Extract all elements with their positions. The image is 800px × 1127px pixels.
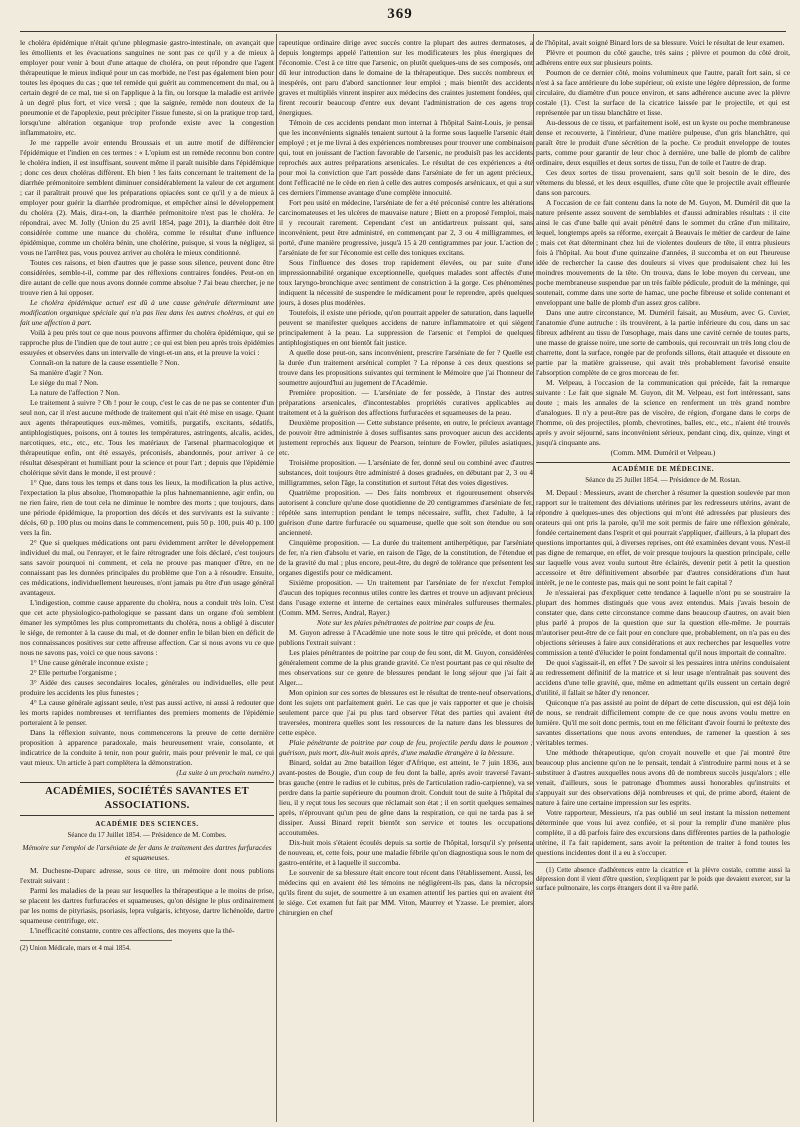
paragraph: Témoin de ces accidents pendant mon internat à l'hôpital Saint-Louis, je pensai que les inconvénients signalés tenaient surtout à la forme sous laquelle l'arsenic était employé ; et je me livrai à des expériences nombreuses pour trouver une combinaison qui, tout en jouissant de l'action favorable de l'arsenic, ne produisît pas les accidents reprochés aux autres préparations arsenicales. Le résultat de ces expériences a été pour moi la conviction que l'art possède dans l'arséniate de fer un agent précieux, dont l'efficacité ne le cède en rien à celle des autres composés arsénicaux, et qui a sur ces derniers l'immense avantage d'une complète innocuité. xyxy=(279,118,533,197)
section-title: ACADÉMIES, SOCIÉTÉS SAVANTES ET ASSOCIATIONS. xyxy=(45,786,249,811)
section-rule xyxy=(536,462,790,463)
list-item: 2° Elle perturbe l'organisme ; xyxy=(30,668,117,677)
paragraph: Parmi les maladies de la peau sur lesquelles la thérapeutique a le moins de prise, se placent les dartres furfuracées et squameuses, qu'on désigne le plus ordinairement par les noms de pityriasis, psoriasis, lepra vulgaris, ichtyose, dartre lichénoïde, dartre squameuse centrifuge, etc. xyxy=(20,886,274,925)
continuation-note: (La suite à un prochain numéro.) xyxy=(176,768,274,777)
proposition: Quatrième proposition. — Des faits nombreux et rigoureusement observés autorisent à conclure qu'une dose quotidienne de 20 centigrammes d'arséniate de fer, répétée sans interruption pendant le temps nécessaire, suffit, chez l'adulte, à la guérison d'une dartre furfuracée ou squameuse, quelle que soit son étendue ou son ancienneté. xyxy=(279,488,533,537)
footnote-rule xyxy=(20,940,172,941)
case-title: Plaie pénétrante de poitrine par coup de feu, projectile perdu dans le poumon ; guérison, puis mort, dix-huit mois après, d'une maladie étrangère à la blessure. xyxy=(279,738,533,757)
list-item: 1° Une cause générale inconnue existe ; xyxy=(30,658,148,667)
paragraph: Mon opinion sur ces sortes de blessures est le résultat de trente-neuf observations, dont les sujets ont parfaitement guéri. Le cas que je vais rapporter et que je choisis seulement parce que j'ai pu plus tard observer l'état des parties qui avaient été traversées, montrera quelles sont les ressources de la nature dans les blessures de cette espèce. xyxy=(279,688,533,737)
paragraph: De quoi s'agissait-il, en effet ? De savoir si les pessaires intra utérins conduisaient au redressement définitif de la matrice et si leur usage n'entraînait pas souvent des accidens d'une telle gravité, que, même en admettant qu'ils eussent un certain degré d'utilité, il fallait se hâter d'y renoncer. xyxy=(536,658,790,697)
paragraph: L'indigestion, comme cause apparente du choléra, nous a conduit très loin. C'est que cet acte physiologico-pathologique se passant dans un organe d'où semblent émaner les symptômes les plus compromettants du choléra, nous a obligé à discuter le siége, de remonter à la cause du mal, et de donner enfin le bilan bien en déficit de nos connaissances positives sur cette affreuse affection. Car si nous avons vu ce que nous ne savons pas, voici ce que nous savons : xyxy=(20,598,274,657)
paragraph: M. Depaul : Messieurs, avant de chercher à résumer la question soulevée par mon rapport sur le traitement des déviations utérines par les redresseurs utérins, avant de répondre à quelques-unes des objections qui m'ont été adressées par plusieurs des orateurs qui ont pris la parole, qu'il me soit permis de faire une réflexion générale, fondée certainement dans l'esprit et qui pourrait s'appliquer, d'ailleurs, à la plupart des questions importantes qui, à diverses reprises, ont été examinées devant vous. N'est-il pas digne de remarque, en effet, de voir presque toujours la question principale, celle sur laquelle vous avez voulu surtout être éclairés, devenir petit à petit la question accessoire et être définitivement absorbée par d'autres considérations d'un haut intérêt, je ne le conteste pas, mais qui ne sont point le fait capital ? xyxy=(536,488,790,587)
paragraph: M. Velpeau, à l'occasion de la communication qui précède, fait la remarque suivante : Le fait que signale M. Guyon, dit M. Velpeau, est fort intéressant, sans doute ; mais les annales de la science en renferment un très grand nombre d'analogues. Il n'y a peut-être pas de viscère, de région, d'organe dans le corps de l'homme, où des projectiles, plomb, chevrotines, balles, etc., etc., n'aient été trouvés après y avoir séjourné, sans inconvénient sérieux, pendant cinq, dix, quinze, vingt et jusqu'à cinquante ans. xyxy=(536,378,790,447)
note-title: Note sur les plaies pénétrantes de poitrine par coups de feu. xyxy=(317,618,495,627)
session-line: Séance du 25 Juillet 1854. — Présidence de M. Rostan. xyxy=(585,476,741,484)
paragraph: A l'occasion de ce fait contenu dans la note de M. Guyon, M. Duméril dit que la nature présente assez souvent de semblables et d'aussi admirables résultats : il cite ainsi le cas d'une balle qui avait pénétré dans le sommet du crâne d'un militaire, lequel, longtemps après sa réforme, exerçait à Beauvais le métier de cardeur de laine ; mais cet état déterminant chez lui de violentes douleurs de tête, il entra plusieurs fois à l'hôpital. Au bout d'une quinzaine d'années, il succomba et on eut l'heureuse idée de rechercher la cause des douleurs si vives que produisaient chez lui les moindres mouvements de la tête. On trouva, dans le lobe moyen du cerveau, une poche membraneuse suspendue par un très faible pédicule, produit de la méninge, qui soutenait, comme dans une sorte de hamac, une poche fibreuse et solide contenant et enveloppant une balle de plomb d'un assez gros calibre. xyxy=(536,198,790,307)
paragraph: L'inefficacité constante, contre ces affections, des moyens que la thé- xyxy=(30,926,235,935)
paragraph: M. Duchesne-Duparc adresse, sous ce titre, un mémoire dont nous publions l'extrait suivant : xyxy=(20,866,274,885)
paragraph: Toutes ces raisons, et bien d'autres que je passe sous silence, peuvent donc être considérées, semble-t-il, comme par des réflexions contraires fondées. Peut-on en dire autant de celle que nous avons donnée comme absolue ? J'ai beau chercher, je ne trouve rien à lui opposer. xyxy=(20,258,274,297)
section-rule xyxy=(20,815,274,816)
commission-line: (Comm. MM. Duméril et Velpeau.) xyxy=(610,448,716,457)
section-rule xyxy=(20,782,274,783)
paragraph: A quelle dose peut-on, sans inconvénient, prescrire l'arséniate de fer ? Quelle est la durée d'un traitement arsénical complet ? La réponse à ces deux questions se trouve dans les propositions suivantes qui terminent le Mémoire que j'ai l'honneur de soumettre aujourd'hui au jugement de l'Académie. xyxy=(279,348,533,387)
paragraph: Quiconque n'a pas assisté au point de départ de cette discussion, qui est déjà loin de nous, se rendrait difficilement compte de ce que nous avons voulu mettre en lumière. Qu'il me soit donc permis, tout en me félicitant d'avoir fourni le prétexte des savantes dissertations que nous avons entendues, de ramener la question à ses véritables termes. xyxy=(536,698,790,747)
paragraph: Connaît-on la nature de la cause essentielle ? Non. xyxy=(30,358,180,367)
proposition: Cinquième proposition. — La durée du traitement antiherpétique, par l'arséniate de fer, n'a rien d'absolu et varie, en raison de l'âge, de la constitution, de l'étendue et de la gravité du mal ; plus encore, peut-être, du degré de tolérance que présentent les organes digestifs pour ce médicament. xyxy=(279,538,533,577)
paragraph: Poumon de ce dernier côté, moins volumineux que l'autre, paraît fort sain, si ce n'est à sa face antérieure du lobe supérieur, où existe une légère dépression, de forme circulaire, du diamètre d'un pouce environ, et sans adhérence aucune avec la plèvre costale (1). C'est la surface de la cicatrice laissée par le projectile, et qui est représentée par un tissu blanchâtre et lisse. xyxy=(536,68,790,117)
paragraph: Au-dessous de ce tissu, et parfaitement isolé, est un kyste ou poche membraneuse dense et recouverte, à l'intérieur, d'une matière pulpeuse, d'un gris blanchâtre, qui paraît être le produit d'une sécrétion de la poche. Ce produit enveloppe de toutes parts, comme pour garantir de leur choc à dernière, une balle de plomb de calibre ordinaire, deux esquilles et deux sortes de tissu, l'un de toile et l'autre de drap. xyxy=(536,118,790,167)
paragraph: Toutefois, il existe une période, qu'on pourrait appeler de saturation, dans laquelle peuvent se manifester quelques accidens de nature inflammatoire et qui siègent principalement à la peau. La suppression de l'arsenic et l'emploi de quelques antiphlogistiques en ont bientôt fait justice. xyxy=(279,308,533,347)
paragraph: M. Guyon adresse à l'Académie une note sous le titre qui précède, et dont nous publions l'extrait suivant : xyxy=(279,628,533,647)
proposition: Sixième proposition. — Un traitement par l'arséniate de fer n'exclut l'emploi d'aucun des topiques reconnus utiles contre les dartres et trouve un adjuvant précieux dans l'usage externe et interne de certaines eaux minérales sulfureuses thermales. (Comm. MM. Serres, Andral, Rayer.) xyxy=(279,578,533,617)
column-divider xyxy=(276,34,277,1122)
footnote: (2) Union Médicale, mars et 4 mai 1854. xyxy=(20,945,131,952)
proposition: Première proposition. — L'arséniate de fer possède, à l'instar des autres préparations arsenicales, d'incontestables propriétés curatives applicables au traitement et à la guérison des affections furfuracées et squameuses de la peau. xyxy=(279,388,533,417)
paragraph: Le siége du mal ? Non. xyxy=(30,378,99,387)
paragraph: Sa manière d'agir ? Non. xyxy=(30,368,103,377)
column-2 xyxy=(279,38,533,1120)
proposition: Troisième proposition. — L'arséniate de fer, donné seul ou combiné avec d'autres substances, doit toujours être administré à doses graduées, en débutant par 2, 3 ou 4 milligrammes, selon l'âge, la constitution et surtout l'état des voies digestives. xyxy=(279,458,533,487)
paragraph: Une méthode thérapeutique, qu'on croyait nouvelle et que j'ai montré être beaucoup plus ancienne qu'on ne le pensait, tendait à s'introduire parmi nous et à se substituer à d'autres auxquelles nous avons dû de nombreux succès jusqu'alors ; elle venait, d'ailleurs, sous le patronage d'hommes aussi honorables qu'instruits et s'appuyait sur des observations déjà nombreuses et qui, de prime abord, étaient de nature à faire une certaine impression sur les esprits. xyxy=(536,748,790,807)
paragraph: Le souvenir de sa blessure était encore tout récent dans l'établissement. Aussi, les médecins qui en avaient été les témoins ne négligèrent-ils pas, dans la nécropsie qu'ils firent du sujet, de soumettre à un examen attentif les parties qui en avaient été le siége. Cet examen fut fait par MM. Viton, Maurrey et Yzasse. Le premier, alors chirurgien en chef xyxy=(279,868,533,917)
proposition: Deuxième proposition — Cette substance présente, en outre, le précieux avantage de pouvoir être administrée à doses suffisantes sans provoquer aucun des accidents justement reprochés aux liqueur de Pearson, teinture de Fowler, pilules asiatiques, etc. xyxy=(279,418,533,457)
paragraph: Dans une autre circonstance, M. Duméril faisait, au Muséum, avec G. Cuvier, l'anatomie d'une autruche : ils trouvèrent, à la partie inférieure du cou, dans un sac fibreux adhérent au tissu de l'œsophage, mais dans une cavité cernée de toutes parts, une masse de graisse noire, une sorte de cambouis, qui recouvrait un très long clou de charrette, dont la surface, rongée par de profonds sillons, était attaquée et dissoute en partie par la matière graisseuse, qui avait très probablement favorisé ensuite l'absorption complète de ce gros morceau de fer. xyxy=(536,308,790,377)
paragraph: Voilà à peu près tout ce que nous pouvons affirmer du choléra épidémique, qui se rapproche plus de l'indien que de tout autre ; ce qui est bien peu après trois épidémies essuyées et observées dans un intervalle de vingt-et-un ans, et la preuve la voici : xyxy=(20,328,274,357)
paragraph: Les plaies pénétrantes de poitrine par coup de feu sont, dit M. Guyon, considérées généralement comme de la plus grande gravité. Ce n'est pourtant pas ce qui résulte de mes observations sur ce genre de blessures pendant le long séjour que j'ai fait à Alger.... xyxy=(279,648,533,687)
paragraph: Dix-huit mois s'étaient écoulés depuis sa sortie de l'hôpital, lorsqu'il s'y présenta de nouveau, et, cette fois, pour une maladie fébrile qu'on diagnostiqua sous le nom de gastro-entérite, et à laquelle il succomba. xyxy=(279,838,533,867)
paragraph: le choléra épidémique n'était qu'une phlegmasie gastro-intestinale, on avançait que les émollients et les évacuations sanguines ne sont pas ce qu'il y a de mieux à employer pour venir à bout d'une attaque de choléra, on peut répondre que l'agent thérapeutique le mieux indiqué pour un cas morbide, ne l'est pas également bien pour toutes les époques du cas ; que tel remède qui guérit au commencement du mal, ou à certain degré de ce mal, tue si on l'applique à la fin, ou lorsque la maladie est arrivée à un degré plus fort, et vice versâ ; que la saignée, remède non douteux de la pneumonie et de l'apoplexie, peut précipiter l'issue funeste, si on la pratique trop tard, lorsqu'une altération organique trop profonde existe avec la congestion inflammatoire, etc. xyxy=(20,38,274,137)
page-number: 369 xyxy=(387,6,413,22)
paragraph: Le choléra épidémique actuel est dû à une cause générale déterminant une modification organique spéciale qui n'a pas lieu dans les autres choléras, et qui en fait une affection à part. xyxy=(20,298,274,327)
column-1 xyxy=(20,38,274,1120)
list-item: 4° La cause générale agissant seule, n'est pas aussi active, ni aussi à redouter que les morts rapides nombreuses et terrifiantes des premiers moments de l'épidémie porteraient à le penser. xyxy=(20,698,274,727)
paragraph: 1° Que, dans tous les temps et dans tous les lieux, la modification la plus active, l'expectation la plus absolue, l'homœopathie la plus hahnemannienne, agir enfin, ou ne rien faire, rien de tout cela ne diminue le nombre des morts ; que toujours, dans une période épidémique, la proportion des décès et des survivants est la suivante : décès, 60 p. 100 plus ou moins dans le commencement, puis 50 p. 100, puis 40 p. 100 vers la fin. xyxy=(20,478,274,537)
list-item: 3° Aidée des causes secondaires locales, générales ou individuelles, elle peut produire les accidents les plus funestes ; xyxy=(20,678,274,697)
column-3 xyxy=(536,38,790,1120)
paragraph: Ces deux sortes de tissu provenaient, sans qu'il soit besoin de le dire, des vêtemens du blessé, et les deux esquilles, d'une côte que le projectile avait effleurée dans son parcours. xyxy=(536,168,790,197)
paragraph: 2° Que si quelques médications ont paru évidemment arrêter le développement individuel du mal, ou l'enrayer, et le faire rétrograder une fois déclaré, c'est toujours sans savoir pourquoi ni comment, et cela ne prouve pas manquer d'être, en ne connaissant pas les données principales du problème que l'on a à résoudre. Ensuite, ces médications, individuellement heureuses, n'ont jamais pu être d'un usage général avantageux. xyxy=(20,538,274,597)
paragraph: Plèvre et poumon du côté gauche, très sains ; plèvre et poumon du côté droit, adhérens entre eux sur plusieurs points. xyxy=(536,48,790,67)
paragraph: Je n'essaierai pas d'expliquer cette tendance à laquelle n'ont pu se soustraire la plupart des hommes distingués que vous avez entendus. Mais j'avais besoin de constater que, dans cette circonstance comme dans beaucoup d'autres, on avait bien plus parlé à propos de la question que sur la question elle-même. Je pourrais m'autoriser peut-être de ce fait pour en conclure que, probablement, on n'a pas eu des objections sérieuses à faire aux considérations et aux recherches par lesquelles votre commission a tenté d'élucider le point fondamental qu'il nous importait de connaître. xyxy=(536,588,790,657)
paragraph: Sous l'influence des doses trop rapidement élevées, ou par suite d'une impressionnabilité organique exceptionnelle, quelques malades sont affectés d'une toux laryngo-bronchique avec sentiment de constriction à la gorge. Ces phénomènes indiquent la nécessité de suspendre le médicament pour le reprendre, après quelques jours, à doses plus modérées. xyxy=(279,258,533,307)
footnote: (1) Cette absence d'adhérences entre la cicatrice et la plèvre costale, comme aussi la dépression dont il vient d'être question, s'expliquent par le poids que devaient exercer, sur la surface pulmonaire, les corps étrangers dont il va être parlé. xyxy=(536,867,790,892)
memoir-title: Mémoire sur l'emploi de l'arséniate de fer dans le traitement des dartres furfuracées et squameuses. xyxy=(22,843,272,862)
footnote-rule xyxy=(536,862,688,863)
paragraph: Le traitement à suivre ? Oh ! pour le coup, c'est le cas de ne pas se contenter d'un seul non, car il n'est aucune méthode de traitement qui n'ait été mise en usage. Quant aux agents thérapeutiques eux-mêmes, vomitifs, purgatifs, excitants, sédatifs, antiphlogistiques, poisons, ont à toutes les températures, astringents, alcalis, acides, narcotiques, etc., etc., etc. Tous les matériaux de l'arsenal pharmacologique et thérapeutique enfin, ont été essayés, préconisés, abandonnés, pour arriver à ce résultat désespérant et humiliant pour la science et pour l'art ; depuis que l'épidémie cholérique sévit dans le monde, il est prouvé : xyxy=(20,398,274,477)
paragraph: Fort peu usité en médecine, l'arséniate de fer a été préconisé contre les altérations carcinomateuses et les ulcères de mauvaise nature ; Biett en a proposé l'emploi, mais il y recourait rarement. Cependant c'est un antidartreux puissant qui, sans inconvénient, peut être administré, en commençant par 2, 3 ou 4 milligrammes, et porté, d'une manière progressive, jusqu'à 15 à 20 centigrammes par jour. L'action de l'arséniate de fer sur l'économie est celle des toniques excitans. xyxy=(279,198,533,257)
academy-heading: ACADÉMIE DES SCIENCES. xyxy=(95,821,199,828)
paragraph: Je me rappelle avoir entendu Broussais et un autre motif de différencier l'épidémique et l'indien en ces termes : « L'opium est un remède reconnu bon contre le choléra indien, il est insuffisant, souvent même il paraît nuisible dans l'épidémique ; donc ces deux choléras diffèrent. Eh bien ! les faits concernant le traitement de la diarrhée prémonitoire semblent diminuer considérablement la valeur de cet argument ; car il paraîtrait prouvé que les préparations opiacées sont ce qu'il y a de mieux à employer pour guérir la diarrhée prodromique, et empêcher ainsi le développement du choléra (2). Mais, dira-t-on, la diarrhée prémonitoire n'est pas le choléra. Je répondrai, avec M. Jolly (Union du 25 avril 1854, page 201), la diarrhée doit être considérée comme une nuance du choléra, comme le résultat d'une influence épidémique, comme un choléra bénin, une cholérine, puisque, si vous la négligez, si vous ne l'arrêtez pas, vous pouvez arriver au choléra le mieux conditionné. xyxy=(20,138,274,257)
paragraph: Dans la réflexion suivante, nous commencerons la preuve de cette dernière proposition à apparence paradoxale, mais heureusement vraie, consolante, et indicatrice de la conduite à tenir, non pour guérir, mais pour prévenir le mal, ce qui vaut mieux. Un article à part complétera la démonstration. xyxy=(20,728,274,767)
column-divider xyxy=(533,34,534,1122)
paragraph: Votre rapporteur, Messieurs, n'a pas oublié un seul instant la mission nettement déterminée que vous lui avez confiée, et si pour la remplir d'une manière plus complète, il a dû parfois faire des excursions dans différentes parties de la pathologie utérine, il l'a fait rapidement, sans avoir la prétention de traiter à fond toutes les questions incidentes dont il a eu à s'occuper. xyxy=(536,808,790,857)
session-line: Séance du 17 Juillet 1854. — Présidence de M. Combes. xyxy=(67,831,227,839)
paragraph: Binard, soldat au 2me bataillon léger d'Afrique, est atteint, le 7 juin 1836, aux avant-postes de Bougie, d'un coup de feu dont la balle, après avoir traversé l'avant-bras gauche (entre le radius et le cubitus, près de l'articulation radio-carpienne), va se perdre dans la partie supérieure du poumon droit. Conduit tout de suite à l'hôpital du lieu, il y reçut tous les secours que réclamait son état ; il en sortit quelques semaines après, n'éprouvant qu'un peu de gêne dans la respiration, ce qui ne tarda pas à se dissiper. Aussi Binard reprit bientôt son service et toutes les occupations accoutumées. xyxy=(279,758,533,837)
paragraph: rapeutique ordinaire dirige avec succès contre la plupart des autres dermatoses, a depuis longtemps appelé l'attention sur les modificateurs les plus énergiques de l'économie. C'est à ce titre que l'arsenic, on plutôt quelques-uns de ses composés, ont dû leur introduction dans le domaine de la thérapeutique. Des succès nombreux et inespérés, ont paru d'abord sanctionner leur emploi ; mais bientôt des accidents graves et multipliés vinrent inspirer aux médecins des craintes justement fondées, qui firent recourir beaucoup d'entre eux devant l'administration de ces agens trop énergiques. xyxy=(279,38,533,117)
academy-heading: ACADÉMIE DE MÉDECINE. xyxy=(611,466,715,473)
header-rule xyxy=(20,31,786,32)
paragraph: de l'hôpital, avait soigné Binard lors de sa blessure. Voici le résultat de leur examen. xyxy=(536,38,785,47)
paragraph: La nature de l'affection ? Non. xyxy=(30,388,120,397)
